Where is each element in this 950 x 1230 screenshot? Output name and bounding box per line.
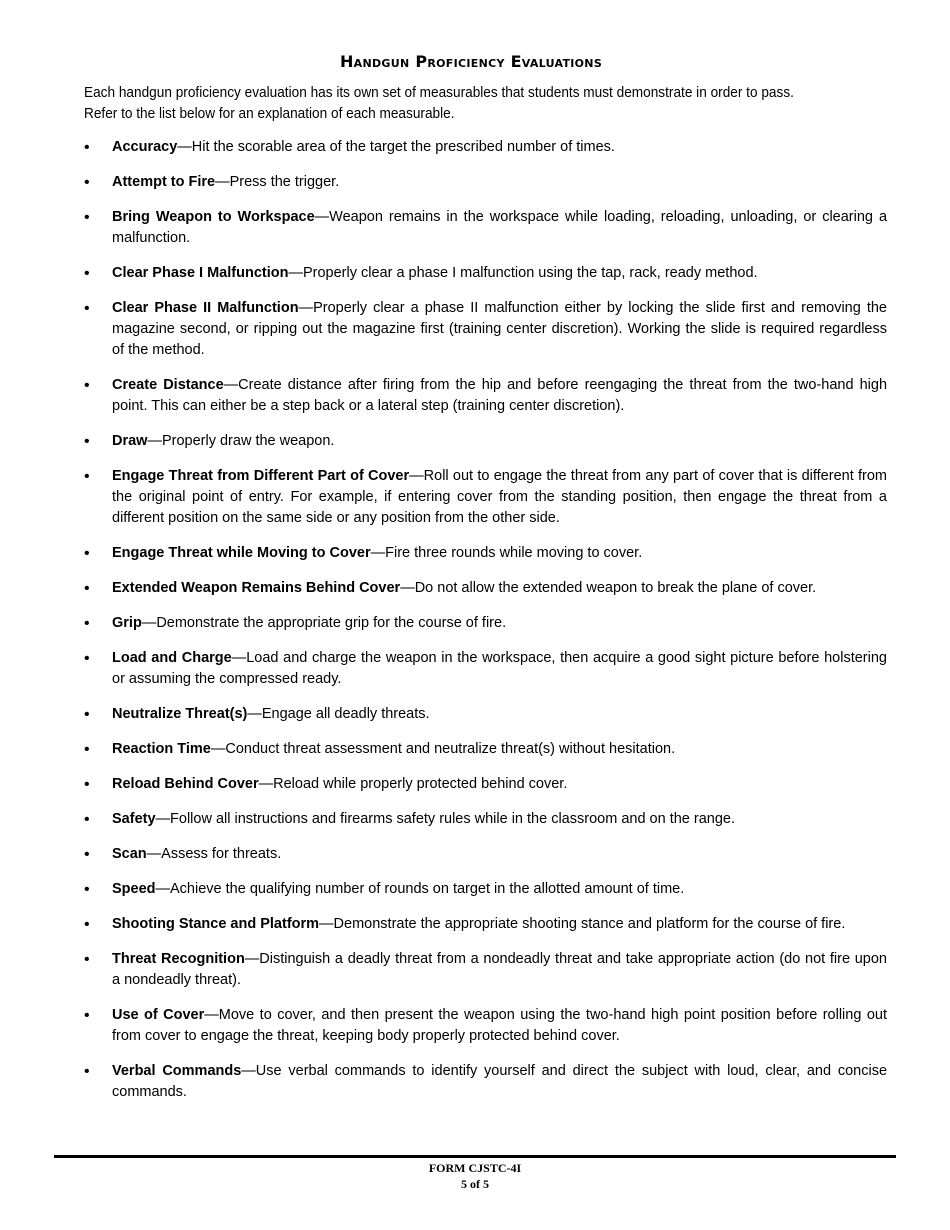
list-item — [112, 914, 887, 935]
list-item — [112, 137, 887, 158]
list-item — [112, 879, 887, 900]
measure-definition: —Fire three rounds while moving to cover. — [370, 545, 643, 561]
list-item — [112, 543, 887, 564]
measure-term: Load and Charge — [112, 650, 232, 666]
measure-term: Grip — [112, 615, 142, 631]
footer-divider — [54, 1155, 896, 1158]
list-item — [112, 949, 887, 991]
measure-term: Draw — [112, 433, 148, 449]
measure-definition: —Assess for threats. — [146, 846, 282, 862]
page-title: Handgun Proficiency Evaluations — [339, 51, 603, 71]
measure-definition: —Properly clear a phase II malfunction either by locking the slide first and removing the magazine second, or ripping out the magazine first (training center discretion). Working the slide is required regardless of the method. — [112, 300, 887, 358]
measure-term: Engage Threat while Moving to Cover — [112, 545, 371, 561]
list-item — [112, 466, 887, 529]
measure-term: Create Distance — [112, 377, 224, 393]
list-item — [112, 1005, 887, 1047]
measure-term: Verbal Commands — [112, 1063, 242, 1079]
measure-term: Reload Behind Cover — [112, 776, 259, 792]
list-item — [112, 704, 887, 725]
measure-definition: —Do not allow the extended weapon to break the plane of cover. — [400, 580, 817, 596]
list-item — [112, 809, 887, 830]
measure-term: Attempt to Fire — [112, 174, 216, 190]
measure-term: Scan — [112, 846, 147, 862]
measure-term: Neutralize Threat(s) — [112, 706, 248, 722]
list-item — [112, 298, 887, 361]
list-item — [112, 648, 887, 690]
measurables-list — [112, 137, 887, 1117]
measure-definition: —Demonstrate the appropriate shooting stance and platform for the course of fire. — [319, 916, 846, 932]
list-item — [112, 844, 887, 865]
measure-definition: —Use verbal commands to identify yourself and direct the subject with loud, clear, and concise commands. — [112, 1063, 888, 1100]
measure-definition: —Conduct threat assessment and neutralize threat(s) without hesitation. — [210, 741, 676, 757]
list-item — [112, 739, 887, 760]
measure-term: Clear Phase II Malfunction — [112, 300, 299, 316]
measure-definition: —Achieve the qualifying number of rounds on target in the allotted amount of time. — [155, 881, 685, 897]
measure-term: Clear Phase I Malfunction — [112, 265, 289, 281]
list-item — [112, 207, 887, 249]
measure-definition: —Press the trigger. — [215, 174, 340, 190]
measure-term: Use of Cover — [112, 1007, 205, 1023]
measure-definition: —Engage all deadly threats. — [247, 706, 430, 722]
list-item — [112, 172, 887, 193]
measure-definition: —Distinguish a deadly threat from a nondeadly threat and take appropriate action (do not fire upon a nondeadly threat). — [112, 951, 887, 988]
measure-definition: —Load and charge the weapon in the workspace, then acquire a good sight picture before holstering or assuming the compressed ready. — [112, 650, 887, 687]
measure-definition: —Follow all instructions and firearms safety rules while in the classroom and on the range. — [155, 811, 735, 827]
measure-definition: —Weapon remains in the workspace while loading, reloading, unloading, or clearing a malfunction. — [112, 209, 888, 246]
measure-term: Extended Weapon Remains Behind Cover — [112, 580, 401, 596]
measure-term: Speed — [112, 881, 156, 897]
measure-definition: —Move to cover, and then present the weapon using the two-hand high point position before rolling out from cover to engage the threat, keeping body properly protected behind cover. — [112, 1007, 887, 1044]
measure-term: Threat Recognition — [112, 951, 245, 967]
measure-term: Bring Weapon to Workspace — [112, 209, 315, 225]
list-item — [112, 375, 887, 417]
list-item — [112, 431, 887, 452]
measure-definition: —Hit the scorable area of the target the prescribed number of times. — [177, 139, 615, 155]
measure-term: Engage Threat from Different Part of Cover — [112, 468, 410, 484]
measure-definition: —Properly draw the weapon. — [147, 433, 335, 449]
list-item — [112, 578, 887, 599]
list-item — [112, 263, 887, 284]
list-item — [112, 613, 887, 634]
measure-definition: —Properly clear a phase I malfunction using the tap, rack, ready method. — [288, 265, 758, 281]
page-number: 5 of 5 — [461, 1177, 489, 1191]
measure-term: Reaction Time — [112, 741, 211, 757]
measure-definition: —Demonstrate the appropriate grip for the course of fire. — [141, 615, 507, 631]
list-item — [112, 1061, 887, 1103]
intro-paragraph: Each handgun proficiency evaluation has its own set of measurables that students must demonstrate in order to pass. Refer to the list below for an explanation of each measurable. — [84, 85, 794, 122]
measure-definition: —Roll out to engage the threat from any part of cover that is different from the original point of entry. For example, if entering cover from the standing position, then engage the threat from a different position on the same side or any position from the other side. — [112, 468, 888, 526]
measure-term: Accuracy — [112, 139, 178, 155]
measure-term: Shooting Stance and Platform — [112, 916, 320, 932]
measure-term: Safety — [112, 811, 156, 827]
list-item — [112, 774, 887, 795]
measure-definition: —Reload while properly protected behind cover. — [258, 776, 568, 792]
form-number: FORM CJSTC-4I — [428, 1161, 522, 1175]
measure-definition: —Create distance after firing from the hip and before reengaging the threat from the two-hand high point. This can either be a step back or a lateral step (training center discretion). — [112, 377, 888, 414]
